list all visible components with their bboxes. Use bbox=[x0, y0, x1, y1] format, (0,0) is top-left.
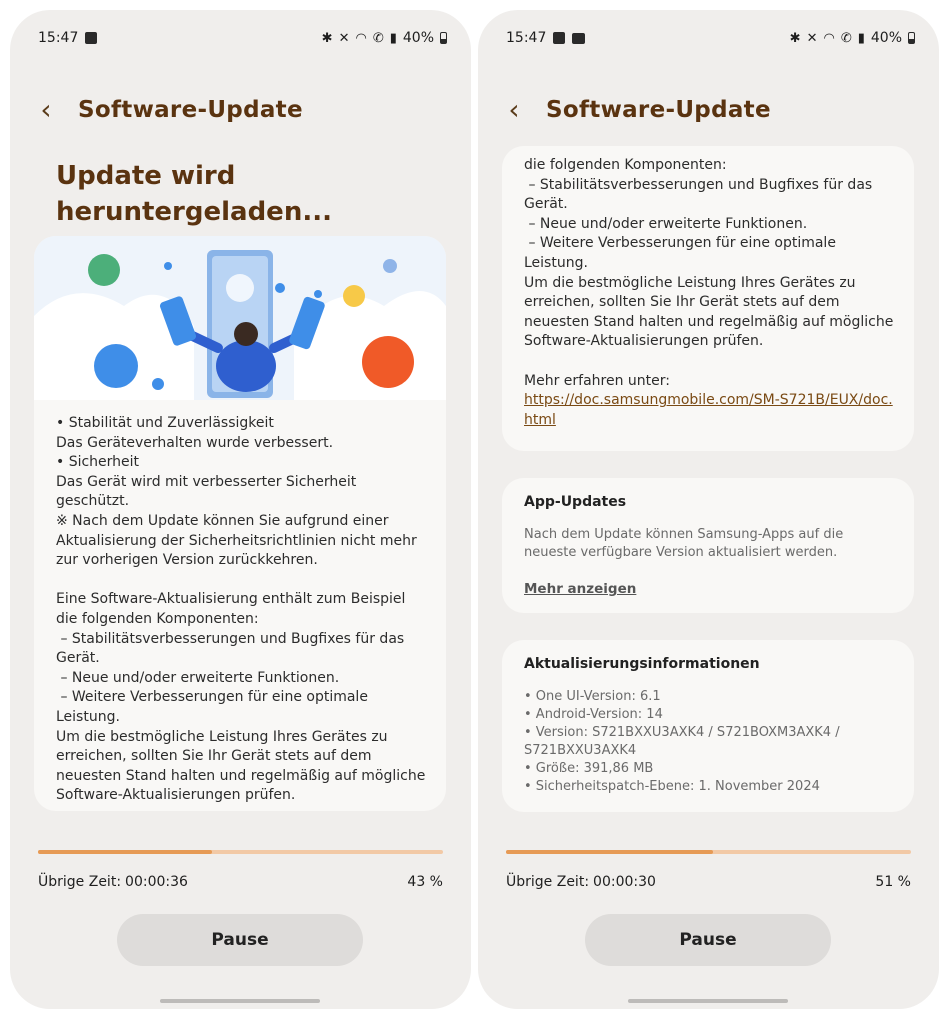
app-bar bbox=[504, 90, 919, 130]
progress-percent: 51 % bbox=[875, 874, 911, 890]
wifi-icon: ◠ bbox=[823, 30, 835, 46]
bluetooth-icon: ✱ bbox=[789, 30, 801, 46]
page-heading: Update wird heruntergeladen... bbox=[56, 161, 332, 227]
progress-fill bbox=[506, 850, 713, 854]
status-bar bbox=[38, 28, 447, 48]
update-notes-card bbox=[34, 236, 446, 811]
update-notes-text bbox=[56, 414, 430, 806]
update-info-title: Aktualisierungsinformationen bbox=[524, 656, 760, 672]
show-more-link[interactable]: Mehr anzeigen bbox=[524, 581, 637, 597]
app-updates-card bbox=[502, 478, 914, 613]
app-bar bbox=[36, 90, 451, 130]
battery-text: 40% bbox=[870, 30, 902, 46]
chat-bubble-icon bbox=[94, 344, 138, 388]
mail-icon bbox=[343, 285, 365, 307]
wifi-icon: ◠ bbox=[355, 30, 367, 46]
notes-paragraph: Eine Software-Aktualisierung enthält zum Beispiel die folgenden Komponenten: – Stabilitätsverbesserungen und Bugfixes für das Gerät. – Neue und/oder erweiterte Funktionen. – Weitere Verbesserungen für eine optimale Leistung. Um die bestmögliche Leistung Ihres Gerätes zu erreichen, sollten Sie Ihr Gerät stets auf dem neuesten Stand halten und regelmäßig auf mögliche Software-Aktualisierungen prüfen. bbox=[56, 591, 426, 804]
info-item-one-ui: • One UI-Version: 6.1 bbox=[524, 689, 661, 704]
signal-icon: ▮ bbox=[857, 30, 865, 46]
app-title: Software-Update bbox=[546, 97, 771, 123]
status-time: 15:47 bbox=[38, 30, 79, 46]
status-time: 15:47 bbox=[506, 30, 547, 46]
info-item-android: • Android-Version: 14 bbox=[524, 707, 663, 722]
progress-percent: 43 % bbox=[407, 874, 443, 890]
back-button[interactable]: ‹ bbox=[508, 93, 520, 126]
remaining-time-row bbox=[506, 874, 911, 890]
update-info-card bbox=[502, 640, 914, 812]
app-updates-title: App-Updates bbox=[524, 494, 627, 510]
battery-icon bbox=[440, 32, 447, 44]
home-indicator[interactable] bbox=[160, 999, 320, 1003]
more-info-label: Mehr erfahren unter: bbox=[524, 372, 670, 389]
update-notes-text bbox=[524, 156, 896, 430]
mute-icon: ✕ bbox=[806, 30, 818, 46]
phone-call-icon bbox=[88, 254, 120, 286]
support-link[interactable]: https://doc.samsungmobile.com/SM-S721B/EUX/doc.html bbox=[524, 392, 893, 428]
phone-screen-right bbox=[478, 10, 939, 1009]
wifi-calling-icon: ✆ bbox=[372, 30, 384, 46]
update-illustration bbox=[34, 236, 446, 400]
remaining-time-value: 00:00:36 bbox=[125, 874, 188, 890]
app-updates-description: Nach dem Update können Samsung-Apps auf die neueste verfügbare Version aktualisiert werden. bbox=[524, 527, 844, 560]
mute-icon: ✕ bbox=[338, 30, 350, 46]
update-notes-card bbox=[502, 146, 914, 451]
wifi-calling-icon: ✆ bbox=[840, 30, 852, 46]
gallery-icon bbox=[572, 33, 585, 44]
progress-fill bbox=[38, 850, 212, 854]
info-item-security-patch: • Sicherheitspatch-Ebene: 1. November 2024 bbox=[524, 779, 820, 794]
bluetooth-icon: ✱ bbox=[321, 30, 333, 46]
notification-icon bbox=[553, 32, 565, 44]
update-info-list bbox=[524, 688, 896, 796]
info-item-version: • Version: S721BXXU3AXK4 / S721BOXM3AXK4 / S721BXXU3AXK4 bbox=[524, 725, 840, 758]
signal-icon: ▮ bbox=[389, 30, 397, 46]
status-bar bbox=[506, 28, 915, 48]
notification-icon bbox=[85, 32, 97, 44]
home-indicator[interactable] bbox=[628, 999, 788, 1003]
notes-paragraph: die folgenden Komponenten: – Stabilitätsverbesserungen und Bugfixes für das Gerät. – Neue und/oder erweiterte Funktionen. – Weitere Verbesserungen für eine optimale Leistung. Um die bestmögliche Leistung Ihres Gerätes zu erreichen, sollten Sie Ihr Gerät stets auf dem neuesten Stand halten und regelmäßig auf mögliche Software-Aktualisierungen prüfen. bbox=[524, 157, 894, 350]
battery-icon bbox=[908, 32, 915, 44]
pause-button[interactable]: Pause bbox=[585, 914, 831, 966]
remaining-time-value: 00:00:30 bbox=[593, 874, 656, 890]
progress-bar bbox=[38, 850, 443, 854]
back-button[interactable]: ‹ bbox=[40, 93, 52, 126]
remaining-time-row bbox=[38, 874, 443, 890]
app-title: Software-Update bbox=[78, 97, 303, 123]
remaining-time-label: Übrige Zeit: bbox=[38, 874, 122, 890]
flower-icon bbox=[362, 336, 414, 388]
phone-screen-left bbox=[10, 10, 471, 1009]
progress-bar bbox=[506, 850, 911, 854]
pause-button[interactable]: Pause bbox=[117, 914, 363, 966]
info-item-size: • Größe: 391,86 MB bbox=[524, 761, 654, 776]
remaining-time-label: Übrige Zeit: bbox=[506, 874, 590, 890]
battery-text: 40% bbox=[402, 30, 434, 46]
notes-paragraph: • Stabilität und Zuverlässigkeit Das Geräteverhalten wurde verbessert. • Sicherheit Das Gerät wird mit verbesserter Sicherheit geschützt. ※ Nach dem Update können Sie aufgrund einer Aktualisierung der Sicherheitsrichtlinien nicht mehr zur vorherigen Version zurückkehren. bbox=[56, 415, 417, 569]
